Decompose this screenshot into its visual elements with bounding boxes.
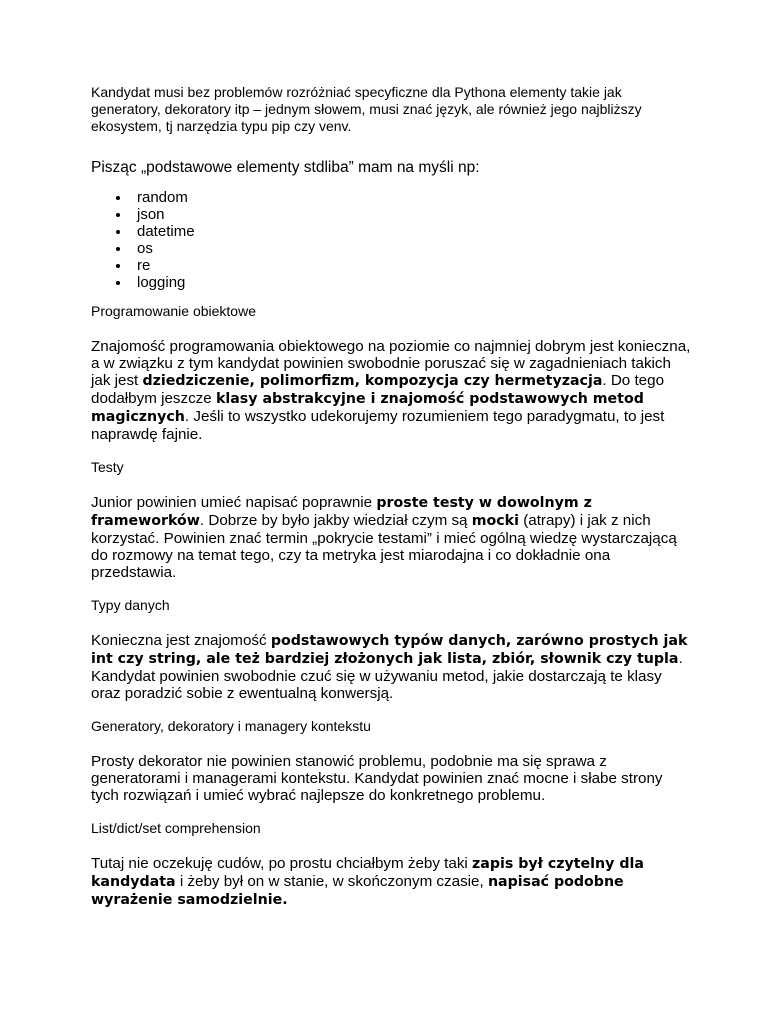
- list-item: random: [91, 189, 691, 206]
- section-body-comprehension: [91, 855, 691, 909]
- body-bold-text: mocki: [471, 513, 519, 529]
- body-text: Tutaj nie oczekuję cudów, po prostu chciałbym żeby taki: [91, 855, 473, 872]
- section-heading-generators: Generatory, dekoratory i managery kontekstu: [91, 718, 371, 734]
- body-bold-text: zapis był czytelny dla kandydata: [91, 856, 644, 890]
- section-heading-oop: Programowanie obiektowe: [91, 303, 256, 319]
- body-text: Konieczna jest znajomość: [91, 632, 271, 649]
- section-heading-comprehension: List/dict/set comprehension: [91, 820, 261, 836]
- body-bold-text: klasy abstrakcyjne i znajomość podstawowych metod magicznych: [91, 391, 644, 425]
- section-body-types: [91, 632, 691, 702]
- body-bold-text: proste testy w dowolnym z frameworków: [91, 495, 592, 529]
- body-bold-text: podstawowych typów danych, zarówno prostych jak int czy string, ale też bardziej złożonych jak lista, zbiór, słownik czy tupla: [91, 633, 688, 667]
- body-text: Prosty dekorator nie powinien stanowić problemu, podobnie ma się sprawa z generatorami i managerami kontekstu. Kandydat powinien znać mocne i słabe strony tych rozwiązań i umieć wybrać najlepsze do konkretnego problemu.: [91, 753, 663, 804]
- list-item: json: [91, 206, 691, 223]
- body-text: Znajomość programowania obiektowego na poziomie co najmniej dobrym jest konieczna, a w związku z tym kandydat powinien swobodnie poruszać się w zagadnieniach takich jak jest: [91, 338, 691, 389]
- section-body-oop: [91, 338, 691, 443]
- body-text: . Jeśli to wszystko udekorujemy rozumieniem tego paradygmatu, to jest naprawdę fajnie.: [91, 408, 665, 443]
- body-bold-text: dziedziczenie, polimorfizm, kompozycja czy hermetyzacja: [142, 373, 603, 389]
- intro-paragraph: Kandydat musi bez problemów rozróżniać specyficzne dla Pythona elementy takie jak generatory, dekoratory itp – jednym słowem, musi znać język, ale również jego najbliższy ekosystem, tj narzędzia typu pip czy venv.: [91, 84, 642, 134]
- body-bold-text: napisać podobne wyrażenie samodzielnie.: [91, 874, 624, 908]
- body-text: Junior powinien umieć napisać poprawnie: [91, 494, 377, 511]
- list-item: os: [91, 240, 691, 257]
- list-item: re: [91, 257, 691, 274]
- body-text: . Kandydat powinien swobodnie czuć się w używaniu metod, jakie dostarczają te klasy oraz poradzić sobie z ewentualną konwersją.: [91, 650, 683, 702]
- list-item: datetime: [91, 223, 691, 240]
- stdlib-list: [91, 189, 691, 291]
- section-heading-tests: Testy: [91, 459, 124, 475]
- section-heading-types: Typy danych: [91, 597, 170, 613]
- body-text: i żeby był on w stanie, w skończonym czasie,: [175, 873, 488, 890]
- body-text: (atrapy) i jak z nich korzystać. Powinien znać termin „pokrycie testami” i mieć ogólną wiedzę wystarczającą do rozmowy na temat tego, czy ta metryka jest miarodajna i co dokładnie ona przedstawia.: [91, 512, 677, 581]
- list-item: logging: [91, 274, 691, 291]
- stdlib-lead: Pisząc „podstawowe elementy stdliba” mam na myśli np:: [91, 159, 480, 176]
- body-text: . Dobrze by było jakby wiedział czym są: [199, 512, 472, 529]
- section-body-tests: [91, 494, 691, 581]
- section-body-generators: [91, 753, 691, 804]
- document-page: [91, 84, 691, 909]
- body-text: . Do tego dodałbym jeszcze: [91, 372, 665, 407]
